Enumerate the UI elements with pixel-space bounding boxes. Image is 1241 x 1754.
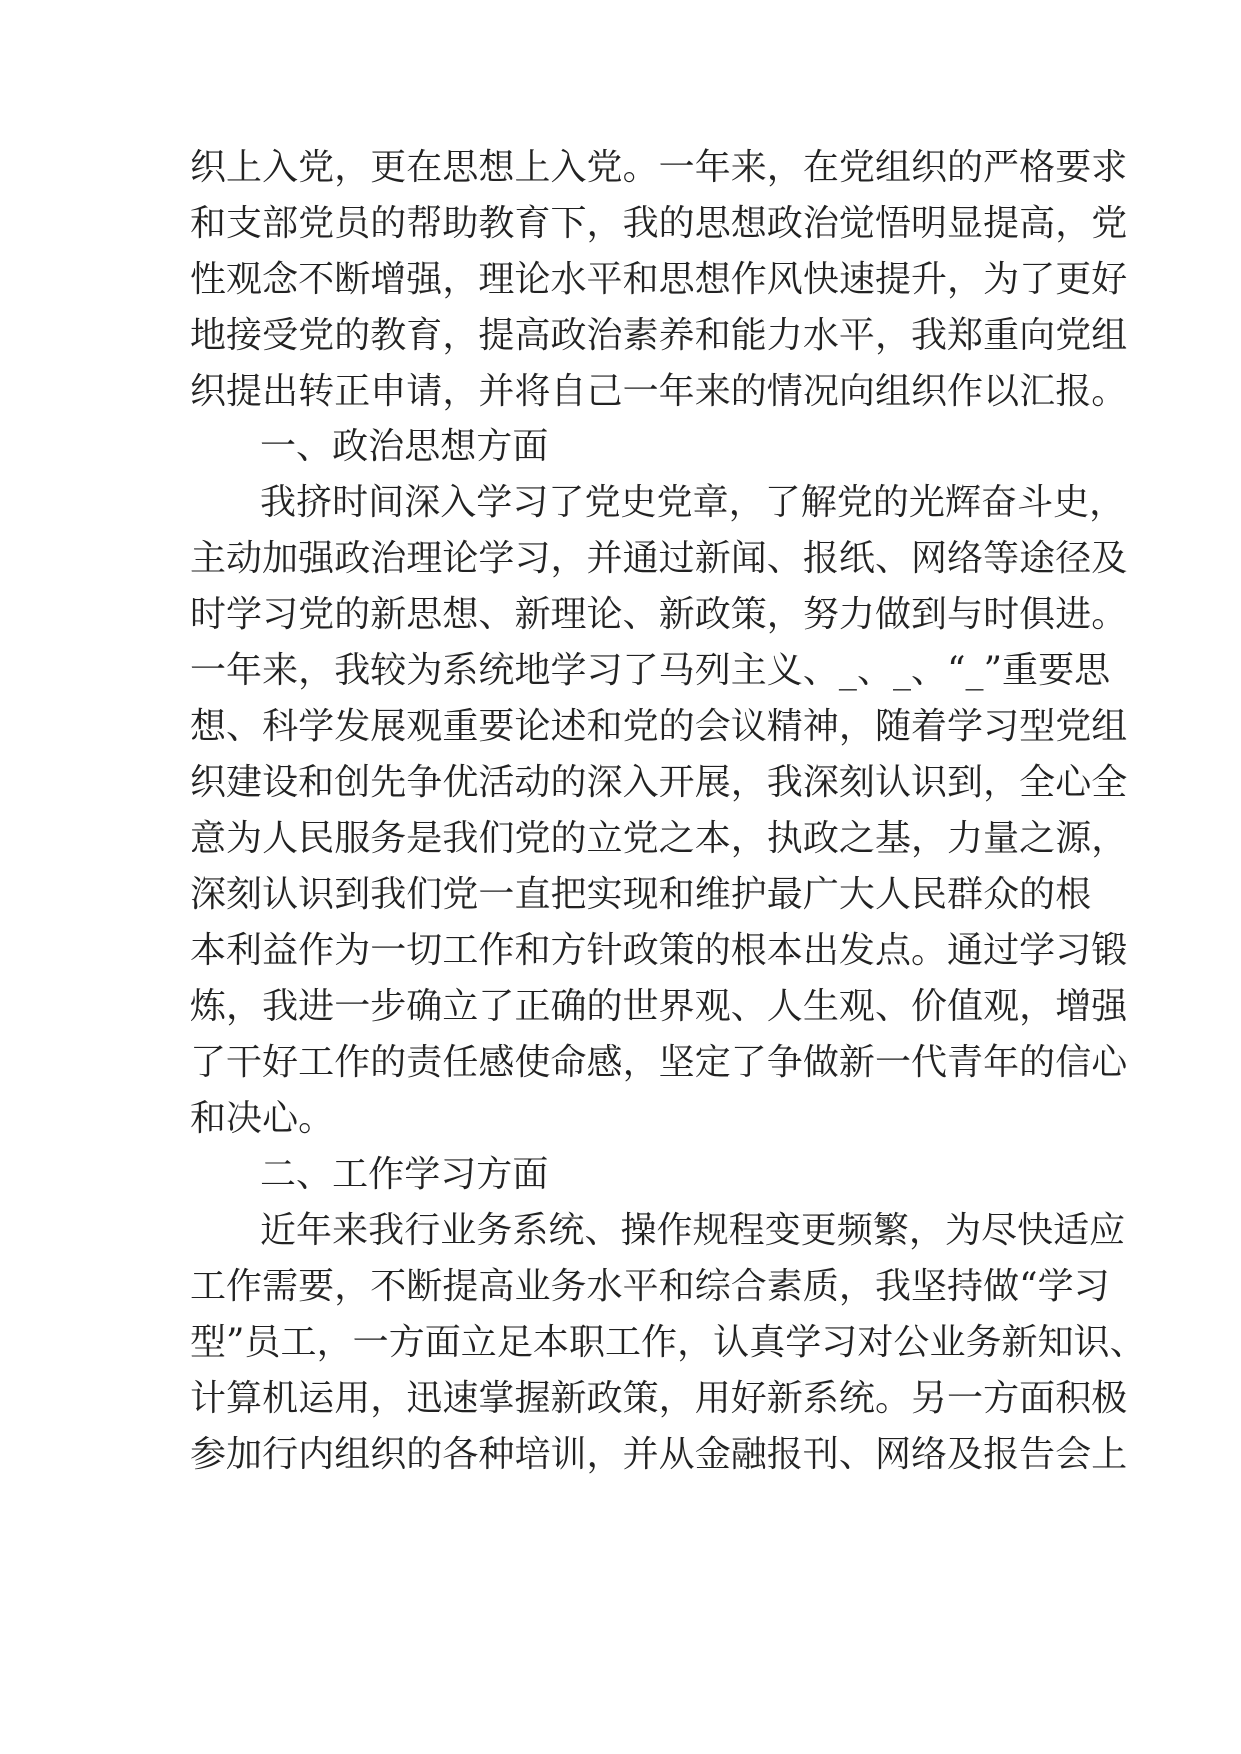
body-line: 织上入党，更在思想上入党。一年来，在党组织的严格要求	[190, 147, 1128, 188]
body-line: 了干好工作的责任感使命感，坚定了争做新一代青年的信心	[190, 1042, 1128, 1083]
body-line: 想、科学发展观重要论述和党的会议精神，随着学习型党组	[190, 706, 1128, 747]
body-line: 性观念不断增强，理论水平和思想作风快速提升，为了更好	[190, 259, 1128, 300]
body-line: 工作需要，不断提高业务水平和综合素质，我坚持做“学习	[190, 1266, 1110, 1307]
body-line: 一年来，我较为系统地学习了马列主义、_、_、“_”重要思	[190, 650, 1111, 691]
body-line: 和决心。	[190, 1098, 335, 1139]
body-line: 时学习党的新思想、新理论、新政策，努力做到与时俱进。	[190, 594, 1128, 635]
body-line: 织建设和创先争优活动的深入开展，我深刻认识到，全心全	[190, 762, 1128, 803]
body-line: 和支部党员的帮助教育下，我的思想政治觉悟明显提高，党	[190, 203, 1128, 244]
body-line: 意为人民服务是我们党的立党之本，执政之基，力量之源，	[190, 818, 1128, 859]
body-line: 织提出转正申请，并将自己一年来的情况向组织作以汇报。	[190, 371, 1128, 412]
body-line: 参加行内组织的各种培训，并从金融报刊、网络及报告会上	[190, 1434, 1128, 1475]
body-line: 本利益作为一切工作和方针政策的根本出发点。通过学习锻	[190, 930, 1128, 971]
body-line: 主动加强政治理论学习，并通过新闻、报纸、网络等途径及	[190, 538, 1128, 579]
body-line: 近年来我行业务系统、操作规程变更频繁，为尽快适应	[260, 1210, 1126, 1251]
body-line: 我挤时间深入学习了党史党章，了解党的光辉奋斗史，	[260, 482, 1126, 523]
section-heading-political: 一、政治思想方面	[260, 426, 549, 467]
body-line: 计算机运用，迅速掌握新政策，用好新系统。另一方面积极	[190, 1378, 1128, 1419]
body-line: 深刻认识到我们党一直把实现和维护最广大人民群众的根	[190, 874, 1092, 915]
body-line: 型”员工，一方面立足本职工作，认真学习对公业务新知识、	[190, 1322, 1146, 1363]
body-line: 地接受党的教育，提高政治素养和能力水平，我郑重向党组	[190, 315, 1128, 356]
body-line: 炼，我进一步确立了正确的世界观、人生观、价值观，增强	[190, 986, 1128, 1027]
section-heading-work: 二、工作学习方面	[260, 1154, 549, 1195]
